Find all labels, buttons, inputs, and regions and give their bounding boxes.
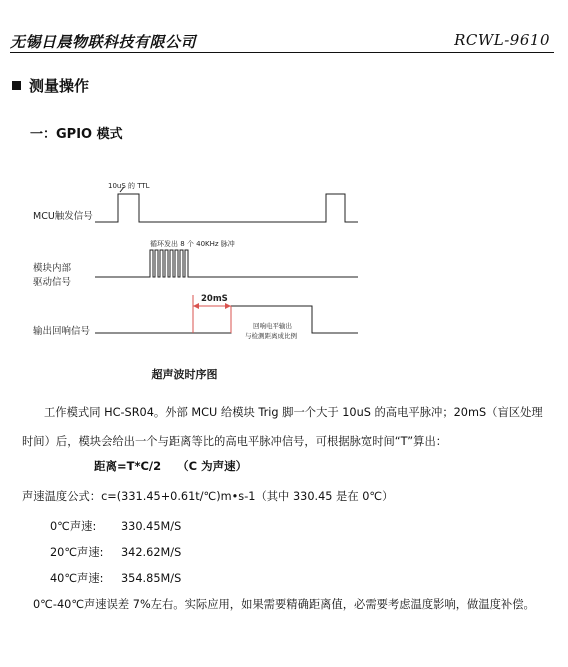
drive-signal-label-line1: 模块内部 (33, 263, 72, 274)
speed-formula: 声速温度公式：c=(331.45+0.61t/℃)m•s-1（其中 330.45 是在 0℃） (22, 490, 394, 503)
company-name: 无锡日晨物联科技有限公司 (10, 33, 197, 51)
delay-annotation: 20mS (201, 294, 228, 304)
speed-row-label: 20℃声速: (50, 546, 104, 559)
speed-row-20c (50, 544, 181, 560)
mcu-signal-label: MCU触发信号 (33, 211, 93, 222)
speed-row-value: 342.62M/S (121, 546, 182, 559)
distance-formula-text: 距离=T*C/2 (94, 459, 162, 473)
section-title-text: 测量操作 (29, 77, 90, 95)
square-bullet-icon (12, 81, 21, 90)
ratio-annotation-line2: 与检测距离成比例 (245, 332, 297, 340)
speed-row-40c (50, 570, 181, 586)
distance-formula (94, 458, 247, 474)
operation-paragraph-text: 工作模式同 HC-SR04。外部 MCU 给模块 Trig 脚一个大于 10uS 的高电平脉冲；20mS（盲区处理时间）后，模块会给出一个与距离等比的高电平脉冲信号，可根据脉宽时间“T”算出： (22, 406, 543, 448)
mcu-trigger-waveform (95, 194, 358, 222)
formula-note: （C 为声速） (177, 459, 248, 473)
speed-row-label: 0℃声速: (50, 520, 97, 533)
speed-row-value: 330.45M/S (121, 520, 182, 533)
diagram-caption: 超声波时序图 (151, 368, 218, 381)
speed-row-0c (50, 518, 181, 534)
subsection-title: 一：GPIO 模式 (30, 127, 123, 142)
page-header (10, 30, 554, 53)
model-number: RCWL-9610 (454, 31, 550, 49)
section-title (12, 75, 89, 96)
echo-signal-label: 输出回响信号 (33, 326, 91, 337)
drive-signal-label-line2: 驱动信号 (33, 277, 72, 288)
drive-pulse-waveform (95, 250, 358, 277)
ratio-annotation-line1: 回响电平输出 (253, 322, 292, 330)
speed-row-label: 40℃声速: (50, 572, 104, 585)
operation-paragraph (22, 398, 552, 456)
temperature-footnote: 0℃-40℃声速误差 7%左右。实际应用，如果需要精确距离值，必需要考虑温度影响，做温度补偿。 (33, 598, 535, 611)
burst-annotation: 循环发出 8 个 40KHz 脉冲 (150, 240, 235, 248)
speed-row-value: 354.85M/S (121, 572, 182, 585)
ttl-annotation: 10uS 的 TTL (108, 182, 150, 190)
echo-output-waveform (95, 306, 358, 333)
timing-diagram (0, 175, 568, 385)
delay-arrow-left-head-icon (193, 303, 199, 309)
